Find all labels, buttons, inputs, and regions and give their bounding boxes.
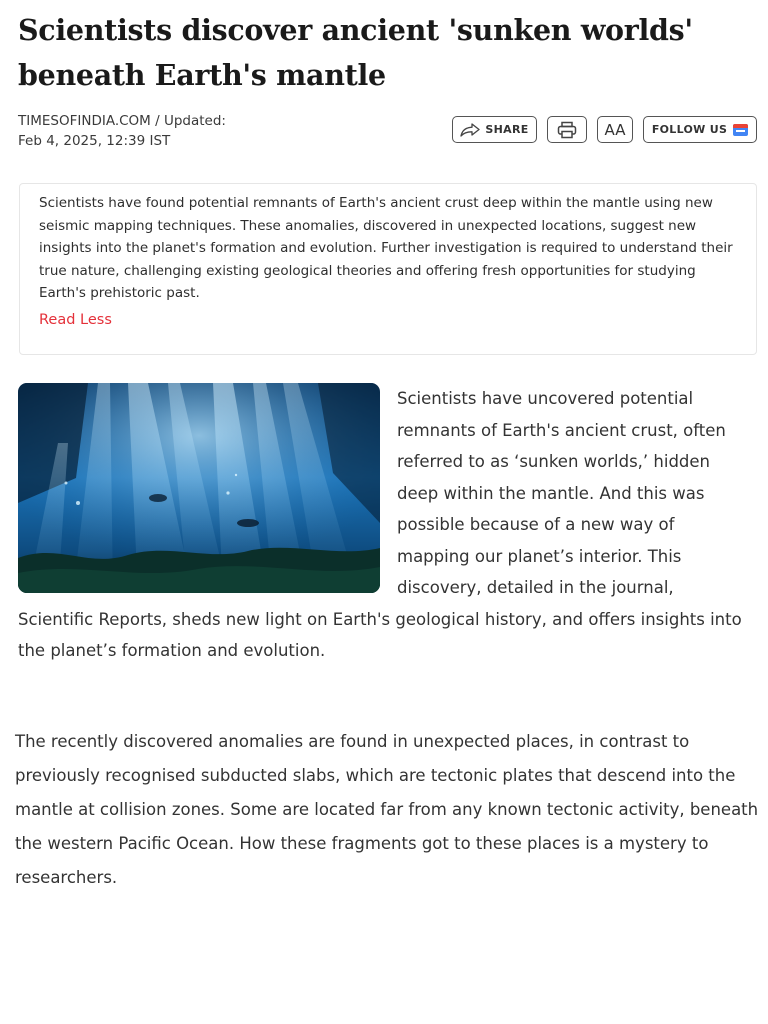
summary-text: Scientists have found potential remnants of Earth's ancient crust deep within the mantle using new seismic mapping techniques. These anomalies, discovered in unexpected locations, suggest new insights into the planet's formation and evolution. Further investigation is required to understand their true nature, challenging existing geological theories and offering fresh opportunities for studying Earth's prehistoric past. bbox=[39, 195, 733, 301]
printer-icon bbox=[557, 121, 577, 139]
follow-us-button[interactable] bbox=[643, 116, 757, 143]
byline-source: TIMESOFINDIA.COM / Updated: bbox=[18, 113, 226, 129]
share-arrow-icon bbox=[460, 123, 480, 137]
hero-image[interactable] bbox=[18, 383, 380, 593]
article-body bbox=[18, 383, 752, 667]
print-button[interactable] bbox=[547, 116, 587, 143]
share-button[interactable] bbox=[452, 116, 537, 143]
article-paragraph: Scientists have uncovered potential remnants of Earth's ancient crust, often referred to as ‘sunken worlds,’ hidden deep within the mantle. And this was possible because of a new way of mapping our planet’s interior. This discovery, detailed in the journal, Scientific Reports, sheds new light on Earth's geological history, and offers insights into the planet’s formation and evolution. bbox=[18, 389, 742, 660]
google-news-icon bbox=[733, 124, 748, 136]
article-summary bbox=[19, 183, 757, 355]
byline bbox=[18, 111, 318, 151]
font-size-label: AA bbox=[604, 120, 626, 139]
font-size-button[interactable] bbox=[597, 116, 633, 143]
byline-date: Feb 4, 2025, 12:39 IST bbox=[18, 133, 171, 149]
follow-label: FOLLOW US bbox=[651, 123, 728, 136]
article-actions bbox=[452, 116, 757, 143]
article-headline: Scientists discover ancient 'sunken worlds' beneath Earth's mantle bbox=[18, 13, 693, 92]
read-less-link[interactable]: Read Less bbox=[39, 311, 112, 328]
article-paragraph-2: The recently discovered anomalies are found in unexpected places, in contrast to previously recognised subducted slabs, which are tectonic plates that descend into the mantle at collision zones. Some are located far from any known tectonic activity, beneath the western Pacific Ocean. How these fragments got to these places is a mystery to researchers. bbox=[15, 732, 759, 887]
share-label: SHARE bbox=[485, 123, 529, 136]
